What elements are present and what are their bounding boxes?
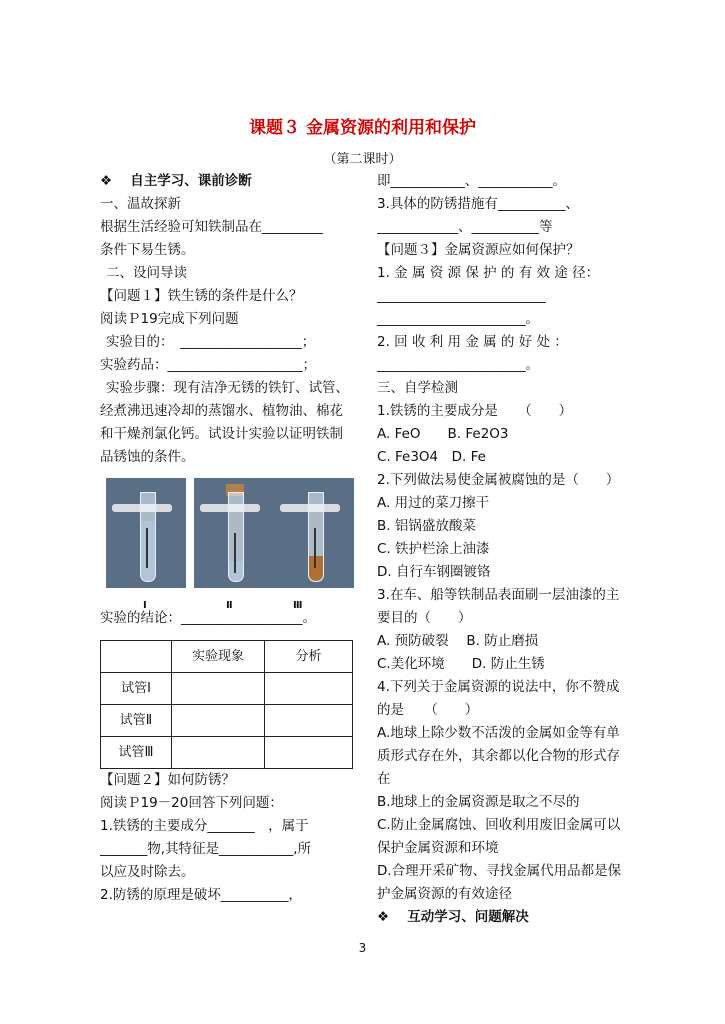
principle-continuation: 即___________、___________。 bbox=[377, 173, 566, 189]
check-question-2-option-a: A. 用过的菜刀擦干 bbox=[377, 495, 490, 511]
rust-component-line-1: 1.铁锈的主要成分_______ ，属于 bbox=[100, 818, 309, 834]
experiment-reagents: 实验药品：____________________； bbox=[100, 357, 316, 373]
question-1-reading: 阅读Ｐ19完成下列问题 bbox=[100, 311, 239, 327]
section-heading-interactive: ❖ 互动学习、问题解决 bbox=[377, 909, 529, 925]
table-cell[interactable] bbox=[172, 673, 265, 705]
prevention-measures-line-1: 3.具体的防锈措施有__________、 bbox=[377, 196, 579, 212]
prevention-measures-line-2: ____________、__________等 bbox=[377, 219, 553, 235]
table-row bbox=[101, 705, 353, 737]
experiment-steps: 实验步骤：现有洁净无锈的铁钉、试管、经煮沸迅速冷却的蒸馏水、植物油、棉花和干燥剂氯化钙。试设计实验以证明铁制品锈蚀的条件。 bbox=[100, 380, 349, 465]
photo-label-3: Ⅲ bbox=[293, 600, 303, 611]
test-tube-photo-1 bbox=[106, 478, 186, 588]
table-header-cell bbox=[101, 641, 172, 673]
check-question-4-option-b: B.地球上的金属资源是取之不尽的 bbox=[377, 794, 580, 810]
review-line-2: 条件下易生锈。 bbox=[100, 242, 195, 258]
check-question-2: 2.下列做法易使金属被腐蚀的是（ ） bbox=[377, 472, 620, 488]
experiment-purpose: 实验目的： __________________； bbox=[106, 334, 316, 350]
photo-label-2: Ⅱ bbox=[226, 600, 233, 611]
table-header-cell: 分析 bbox=[265, 641, 353, 673]
lesson-subtitle: （第二课时） bbox=[323, 152, 402, 167]
experiment-conclusion: 实验的结论：__________________。 bbox=[100, 610, 316, 626]
check-question-4-option-d: D.合理开采矿物、寻找金属代用品都是保护金属资源的有效途径 bbox=[377, 863, 622, 902]
photo-label-1: Ⅰ bbox=[143, 600, 147, 611]
test-tube-photo-2 bbox=[194, 478, 274, 588]
check-question-2-option-b: B. 铝锅盛放酸菜 bbox=[377, 518, 476, 534]
table-header-cell: 实验现象 bbox=[172, 641, 265, 673]
check-question-1-options-cd: C. Fe3O4 D. Fe bbox=[377, 449, 486, 465]
self-check-heading: 三、自学检测 bbox=[377, 380, 458, 396]
right-column bbox=[377, 170, 631, 929]
table-cell[interactable] bbox=[172, 705, 265, 737]
table-cell[interactable] bbox=[265, 705, 353, 737]
test-tube-photo-3 bbox=[274, 478, 354, 588]
table-cell[interactable] bbox=[172, 737, 265, 769]
table-row-label: 试管Ⅱ bbox=[101, 705, 172, 737]
check-question-3-options-ab: A. 预防破裂 B. 防止磨损 bbox=[377, 633, 539, 649]
check-question-2-option-c: C. 铁护栏涂上油漆 bbox=[377, 541, 490, 557]
review-heading: 一、温故探新 bbox=[100, 196, 181, 212]
check-question-1-options-ab: A. FeO B. Fe2O3 bbox=[377, 426, 509, 442]
left-column bbox=[100, 170, 354, 907]
rust-component-line-2: _______物,其特征是___________,所 bbox=[100, 841, 312, 857]
table-row-label: 试管Ⅲ bbox=[101, 737, 172, 769]
table-cell[interactable] bbox=[265, 673, 353, 705]
check-question-3-options-cd: C.美化环境 D. 防止生锈 bbox=[377, 656, 545, 672]
check-question-1: 1.铁锈的主要成分是 （ ） bbox=[377, 403, 573, 419]
check-question-4: 4.下列关于金属资源的说法中，你不赞成的是 （ ） bbox=[377, 679, 620, 718]
table-header-row bbox=[101, 641, 353, 673]
recycling-benefit: 2. 回 收 利 用 金 属 的 好 处 ： ______________________。 bbox=[377, 334, 568, 373]
section-heading-self-study: ❖ 自主学习、课前诊断 bbox=[100, 173, 252, 189]
guide-heading: 二、设问导读 bbox=[106, 265, 187, 281]
table-row bbox=[101, 673, 353, 705]
question-3: 【问题３】金属资源应如何保护？ bbox=[377, 242, 580, 258]
check-question-4-option-a: A.地球上除少数不活泼的金属如金等有单质形式存在外，其余都以化合物的形式存在 bbox=[377, 725, 620, 787]
question-1: 【问题１】铁生锈的条件是什么？ bbox=[100, 288, 303, 304]
page-title: 课题３ 金属资源的利用和保护 bbox=[249, 118, 476, 138]
rust-component-line-3: 以应及时除去。 bbox=[100, 864, 195, 880]
check-question-3: 3.在车、船等铁制品表面刷一层油漆的主要目的（ ） bbox=[377, 587, 620, 626]
test-tube-photos bbox=[100, 472, 354, 611]
question-2: 【问题２】如何防锈？ bbox=[100, 772, 235, 788]
table-row-label: 试管Ⅰ bbox=[101, 673, 172, 705]
protection-route: 1. 金 属 资 源 保 护 的 有 效 途 径：_________________________ ______________________。 bbox=[377, 265, 600, 327]
check-question-2-option-d: D. 自行车钢圈镀铬 bbox=[377, 564, 491, 580]
check-question-4-option-c: C.防止金属腐蚀、回收利用废旧金属可以保护金属资源和环境 bbox=[377, 817, 621, 856]
question-2-reading: 阅读Ｐ19－20回答下列问题： bbox=[100, 795, 283, 811]
table-row bbox=[101, 737, 353, 769]
page-number: 3 bbox=[358, 941, 367, 955]
experiment-table bbox=[100, 640, 353, 769]
rust-prevention-principle: 2.防锈的原理是破坏__________， bbox=[100, 887, 302, 903]
review-line-1: 根据生活经验可知铁制品在_________ bbox=[100, 219, 323, 235]
table-cell[interactable] bbox=[265, 737, 353, 769]
